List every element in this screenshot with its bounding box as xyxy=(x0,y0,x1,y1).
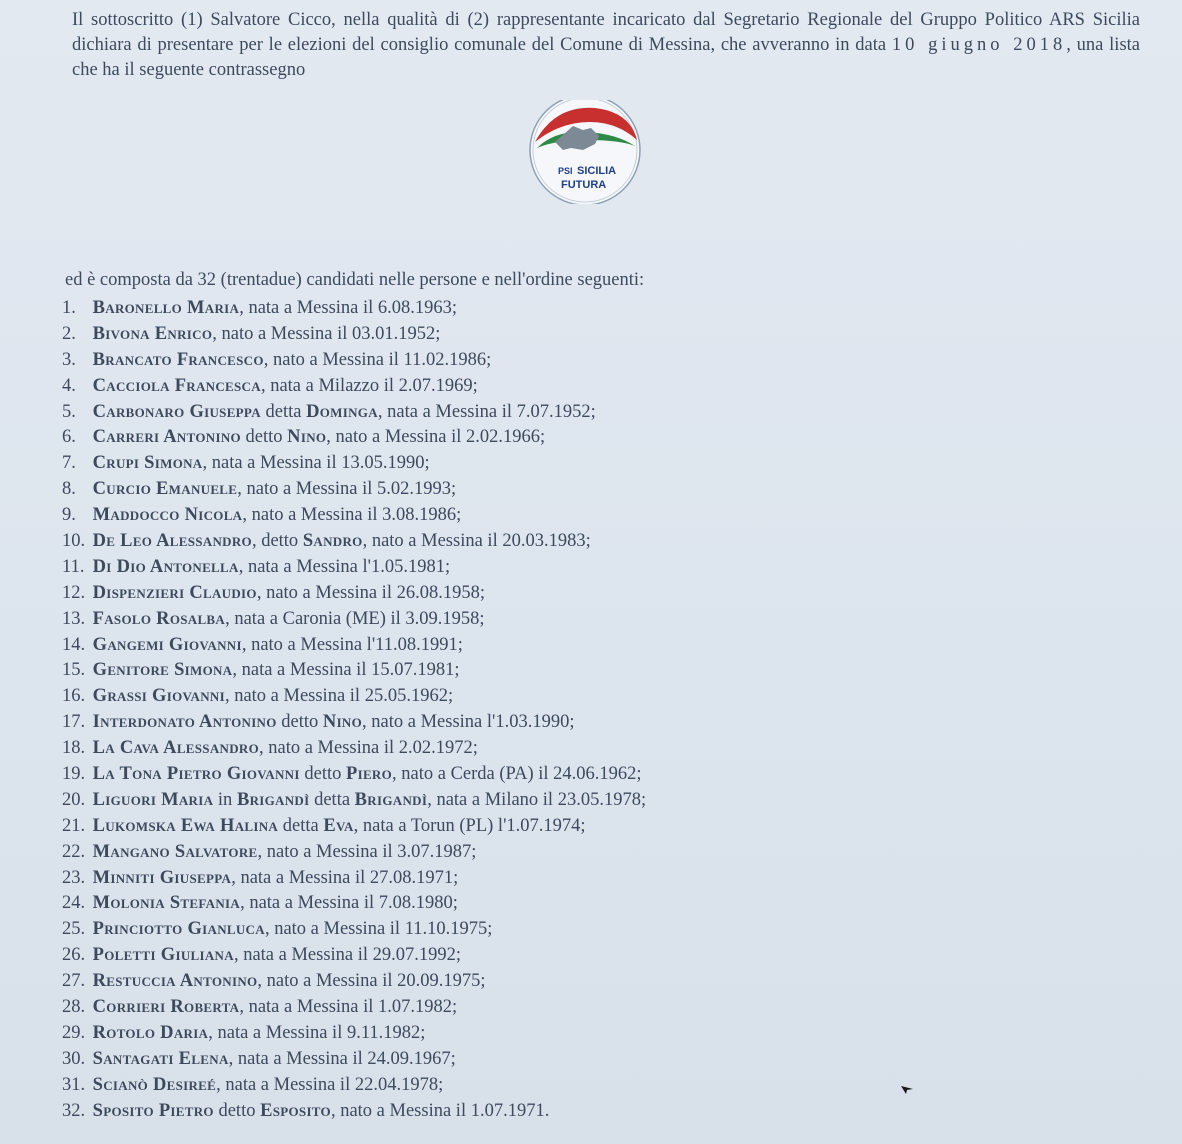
candidate-name: Fasolo Rosalba xyxy=(92,608,226,629)
candidate-name: Mangano Salvatore xyxy=(92,841,258,862)
candidate-item xyxy=(62,451,646,477)
candidate-item xyxy=(62,866,646,892)
candidate-number: 1. xyxy=(62,298,76,318)
candidate-alias: Eva xyxy=(323,815,354,836)
candidate-name: Bivona Enrico xyxy=(92,323,213,344)
candidate-name: Poletti Giuliana xyxy=(92,945,234,966)
candidate-item xyxy=(62,1073,646,1099)
candidate-number: 27. xyxy=(62,971,86,992)
candidate-alias: Nino xyxy=(287,427,327,448)
candidate-details: , nato a Messina il 3.07.1987; xyxy=(257,841,477,862)
candidate-item xyxy=(62,1021,646,1047)
candidate-number: 21. xyxy=(62,815,86,836)
candidate-name: De Leo Alessandro xyxy=(92,531,252,552)
candidate-item xyxy=(62,1047,646,1073)
candidate-details: , nato a Messina l'11.08.1991; xyxy=(241,634,463,655)
candidate-details: , nata a Messina il 15.07.1981; xyxy=(232,660,460,681)
candidate-detto: detto xyxy=(299,764,346,785)
candidate-details: , nata a Messina il 13.05.1990; xyxy=(202,453,430,474)
candidate-details: , nata a Messina il 24.09.1967; xyxy=(228,1048,456,1069)
candidate-number: 24. xyxy=(62,893,86,914)
candidate-number: 28. xyxy=(62,997,86,1018)
candidate-name: Scianò Desireé xyxy=(92,1074,217,1095)
candidate-alias: Brigandì xyxy=(354,789,428,810)
candidate-name: Cacciola Francesca xyxy=(92,375,261,396)
candidate-item xyxy=(62,296,646,322)
candidate-number: 25. xyxy=(62,919,86,940)
candidate-name: Molonia Stefania xyxy=(92,893,241,914)
candidate-item xyxy=(62,322,646,348)
candidate-name: Minniti Giuseppa xyxy=(92,867,232,888)
intro-paragraph xyxy=(72,8,1140,83)
candidate-number: 7. xyxy=(62,453,76,474)
candidate-number: 6. xyxy=(62,427,76,448)
candidate-details: , nato a Messina il 2.02.1966; xyxy=(326,427,546,448)
candidate-number: 9. xyxy=(62,505,76,526)
candidate-item xyxy=(62,684,646,710)
candidate-details: , nato a Cerda (PA) il 24.06.1962; xyxy=(392,764,642,785)
candidate-details: , nata a Messina il 7.08.1980; xyxy=(240,893,458,914)
candidate-name: Sposito Pietro xyxy=(92,1100,214,1121)
candidate-name: Brancato Francesco xyxy=(92,349,264,370)
candidate-alias: Piero xyxy=(345,764,393,785)
candidate-details: , nata a Milazzo il 2.07.1969; xyxy=(260,375,478,396)
candidate-name: Maddocco Nicola xyxy=(92,505,243,526)
candidate-number: 8. xyxy=(62,479,76,500)
candidate-details: , nato a Messina il 03.01.1952; xyxy=(212,323,441,344)
candidate-number: 3. xyxy=(62,349,76,370)
candidate-item xyxy=(62,348,646,374)
candidate-name: Princiotto Gianluca xyxy=(92,919,265,940)
candidate-name: Carbonaro Giuseppa xyxy=(92,401,261,422)
composed-statement: ed è composta da 32 (trentadue) candidati nelle persone e nell'ordine seguenti: xyxy=(65,270,645,290)
candidate-name: Corrieri Roberta xyxy=(92,997,240,1018)
candidate-number: 22. xyxy=(62,841,86,862)
candidate-name: La Cava Alessandro xyxy=(92,738,259,759)
candidate-name: Curcio Emanuele xyxy=(92,479,238,500)
logo-text-sicilia: SICILIA xyxy=(577,165,617,177)
candidate-number: 20. xyxy=(62,789,86,810)
sicilia-futura-logo xyxy=(525,100,649,204)
candidate-item xyxy=(62,425,646,451)
candidate-details: , nato a Messina il 20.03.1983; xyxy=(362,531,591,552)
candidate-alias: Nino xyxy=(322,712,363,733)
candidate-details: , nato a Messina il 5.02.1993; xyxy=(237,479,457,500)
candidate-details: , nato a Messina il 20.09.1975; xyxy=(257,971,486,992)
logo-prefix: PSI xyxy=(558,166,573,176)
candidate-number: 26. xyxy=(62,945,86,966)
candidate-number: 13. xyxy=(62,608,86,629)
candidate-number: 5. xyxy=(62,401,76,422)
candidate-detto: detta xyxy=(309,789,355,810)
candidate-details: , nata a Torun (PL) l'1.07.1974; xyxy=(353,815,586,836)
candidate-details: , nata a Messina il 1.07.1982; xyxy=(239,997,458,1018)
candidate-detto: detta xyxy=(260,401,307,422)
candidate-number: 17. xyxy=(62,712,86,733)
candidate-name: La Tona Pietro Giovanni xyxy=(92,764,300,785)
candidate-item xyxy=(62,995,646,1021)
candidate-name: Carreri Antonino xyxy=(92,427,241,448)
intro-text: Il sottoscritto (1) Salvatore Cicco, nella qualità di (2) rappresentante incaricato dal Segretario Regionale del Gruppo Politico ARS Sicilia dichiara di presentare per le elezioni del consiglio comunale del Comune di Messina, che avveranno in data xyxy=(72,10,1140,55)
candidate-alias: Dominga xyxy=(306,401,378,422)
candidate-number: 23. xyxy=(62,867,86,888)
candidate-details: , nata a Caronia (ME) il 3.09.1958; xyxy=(225,608,485,629)
candidate-list xyxy=(62,296,646,1125)
candidate-number: 14. xyxy=(62,634,86,655)
candidate-details: , nato a Messina il 26.08.1958; xyxy=(256,582,485,603)
candidate-details: , nato a Messina il 11.02.1986; xyxy=(263,349,492,370)
candidate-number: 29. xyxy=(62,1022,86,1043)
election-date: 10 giugno 2018 xyxy=(891,35,1067,55)
candidate-details: , nato a Messina il 11.10.1975; xyxy=(264,919,493,940)
candidate-name: Santagati Elena xyxy=(92,1048,229,1069)
candidate-detto: detta xyxy=(278,815,324,836)
candidate-number: 12. xyxy=(62,582,86,603)
intro-text-end: , una lista che ha il seguente contrassegno xyxy=(72,35,1140,80)
candidate-item xyxy=(62,710,646,736)
candidate-item xyxy=(62,658,646,684)
candidate-number: 16. xyxy=(62,686,86,707)
candidate-alias: Sandro xyxy=(302,531,363,552)
candidate-number: 18. xyxy=(62,738,86,759)
pen-mark xyxy=(901,1085,913,1094)
candidate-detto: , detto xyxy=(251,531,303,552)
candidate-details: , nata a Messina il 9.11.1982; xyxy=(208,1022,426,1043)
candidate-item xyxy=(62,917,646,943)
candidate-name: Genitore Simona xyxy=(92,660,233,681)
candidate-item xyxy=(62,788,646,814)
candidate-number: 19. xyxy=(62,764,86,785)
candidate-detto: detto xyxy=(240,427,288,448)
candidate-details: , nata a Messina il 27.08.1971; xyxy=(231,867,459,888)
candidate-item xyxy=(62,736,646,762)
candidate-item xyxy=(62,969,646,995)
candidate-number: 10. xyxy=(62,531,86,552)
candidate-name: Lukomska Ewa Halina xyxy=(92,815,279,836)
candidate-name: Restuccia Antonino xyxy=(92,971,258,992)
candidate-details: , nata a Messina il 7.07.1952; xyxy=(377,401,596,422)
candidate-number: 2. xyxy=(62,323,76,344)
candidate-item xyxy=(62,814,646,840)
candidate-item xyxy=(62,1099,646,1125)
candidate-item xyxy=(62,607,646,633)
candidate-number: 31. xyxy=(62,1074,86,1095)
candidate-detto: detto xyxy=(276,712,323,733)
candidate-details: , nato a Messina il 2.02.1972; xyxy=(258,738,478,759)
candidate-number: 4. xyxy=(62,375,76,396)
candidate-item xyxy=(62,529,646,555)
candidate-details: , nata a Messina il 29.07.1992; xyxy=(233,945,462,966)
candidate-item xyxy=(62,555,646,581)
candidate-connector: in xyxy=(213,789,237,810)
candidate-item xyxy=(62,891,646,917)
candidate-name: Rotolo Daria xyxy=(92,1022,209,1043)
candidate-number: 11. xyxy=(62,556,85,577)
candidate-item xyxy=(62,477,646,503)
candidate-item xyxy=(62,400,646,426)
candidate-item xyxy=(62,943,646,969)
candidate-details: , nata a Messina il 6.08.1963; xyxy=(239,298,458,318)
candidate-details: , nato a Messina il 3.08.1986; xyxy=(242,505,462,526)
candidate-name: Crupi Simona xyxy=(92,453,203,474)
candidate-number: 32. xyxy=(62,1100,86,1121)
candidate-name: Grassi Giovanni xyxy=(92,686,225,707)
candidate-alias: Esposito xyxy=(260,1100,331,1121)
candidate-name: Di Dio Antonella xyxy=(92,556,239,577)
candidate-name: Gangemi Giovanni xyxy=(92,634,242,655)
candidate-number: 30. xyxy=(62,1048,86,1069)
candidate-item xyxy=(62,581,646,607)
candidate-item xyxy=(62,633,646,659)
candidate-number: 15. xyxy=(62,660,86,681)
candidate-name: Liguori Maria xyxy=(92,789,214,810)
candidate-married-name: Brigandì xyxy=(236,789,310,810)
candidate-details: , nato a Messina il 25.05.1962; xyxy=(224,686,454,707)
candidate-details: , nato a Messina l'1.03.1990; xyxy=(362,712,575,733)
candidate-item xyxy=(62,762,646,788)
candidate-details: , nata a Messina il 22.04.1978; xyxy=(216,1074,444,1095)
candidate-name: Dispenzieri Claudio xyxy=(92,582,257,603)
logo-text-futura: FUTURA xyxy=(561,179,607,191)
party-logo xyxy=(525,100,649,204)
candidate-item xyxy=(62,840,646,866)
candidate-item xyxy=(62,503,646,529)
candidate-name: Interdonato Antonino xyxy=(92,712,277,733)
candidate-details: , nata a Milano il 23.05.1978; xyxy=(427,789,647,810)
candidate-details: , nato a Messina il 1.07.1971. xyxy=(330,1100,550,1121)
candidate-item xyxy=(62,374,646,400)
candidate-detto: detto xyxy=(213,1100,261,1121)
candidate-name: Baronello Maria xyxy=(92,298,240,318)
candidate-details: , nata a Messina l'1.05.1981; xyxy=(238,556,451,577)
